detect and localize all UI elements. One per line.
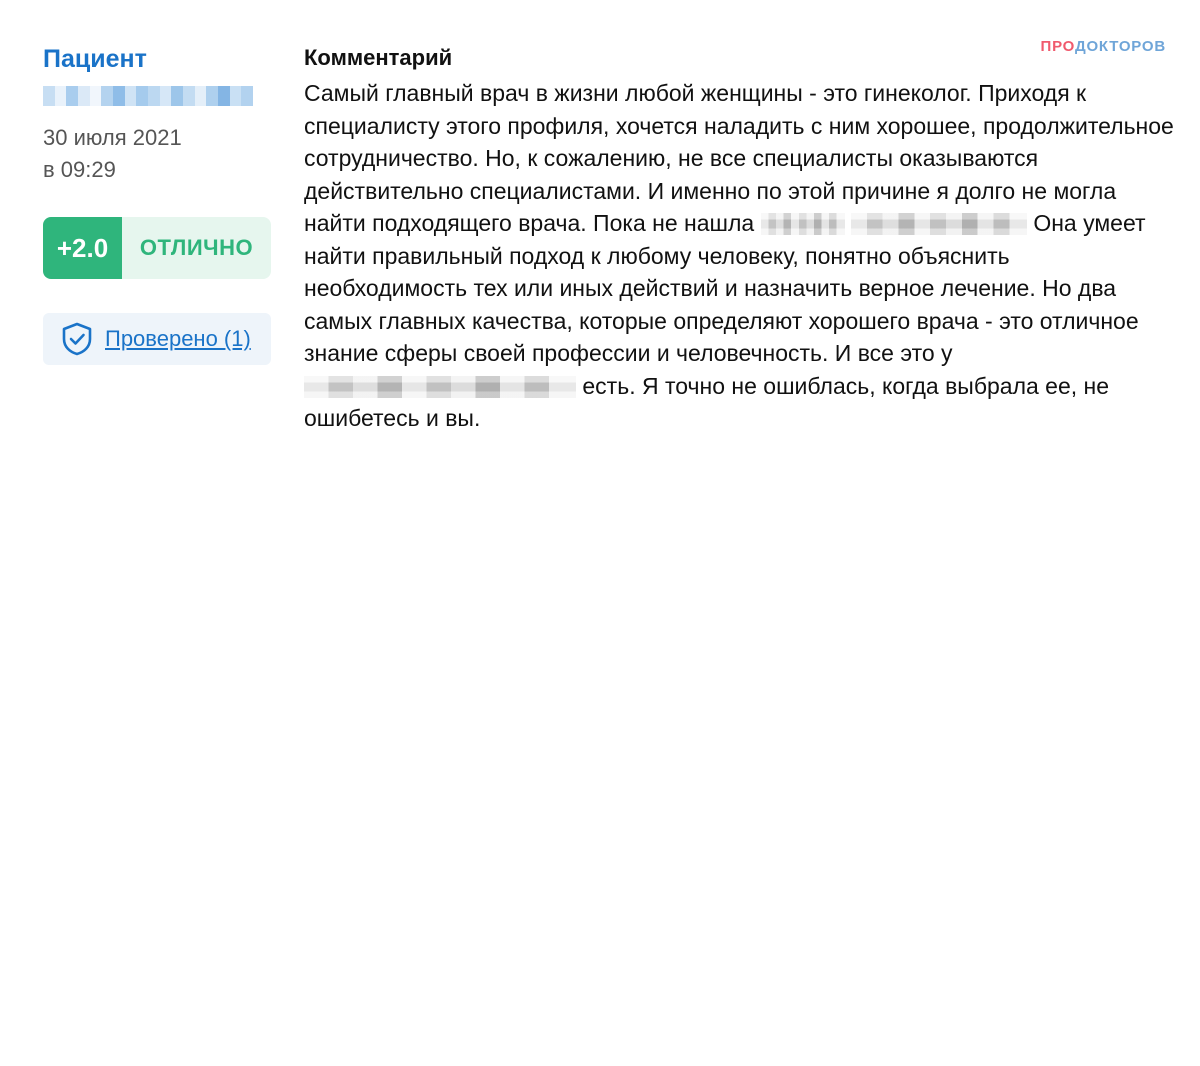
verified-badge[interactable] — [43, 313, 271, 365]
review-date-day: 30 июля 2021 — [43, 125, 182, 150]
comment-part-3: есть. Я точно не ошиблась, когда выбрала ее, не ошибетесь и вы. — [304, 372, 1110, 431]
author-name: Пациент — [43, 45, 147, 73]
redacted-doctor-name — [851, 213, 1027, 235]
redacted-phone — [43, 86, 253, 106]
redacted-doctor-name — [761, 213, 845, 235]
redacted-doctor-name — [304, 376, 576, 398]
comment-text — [304, 77, 1174, 435]
comment-heading: Комментарий — [304, 45, 453, 70]
verified-link[interactable]: Проверено (1) — [105, 326, 251, 351]
review-date — [43, 122, 182, 186]
prodoctorov-logo[interactable] — [1040, 38, 1166, 55]
review-date-time: в 09:29 — [43, 157, 116, 182]
shield-check-icon — [61, 322, 93, 356]
comment-part-2: Она умеет найти правильный подход к любому человеку, понятно объяснить необходимость тех или иных действий и назначить верное лечение. Но два самых главных качества, которые определяют хорошего врача - это отличное знание сферы своей профессии и человечность. И все это у — [304, 210, 1146, 366]
comment-part-1: Самый главный врач в жизни любой женщины - это гинеколог. Приходя к специалисту этого профиля, хочется наладить с ним хорошее, продолжительное сотрудничество. Но, к сожалению, не все специалисты оказываются действительно специалистами. И именно по этой причине я долго не могла найти подходящего врача. Пока не нашла — [304, 80, 1174, 236]
logo-pro: ПРО — [1040, 38, 1075, 55]
rating-score: +2.0 — [43, 217, 122, 279]
rating-label: ОТЛИЧНО — [122, 217, 271, 279]
rating-badge — [43, 217, 271, 279]
logo-doctors: ДОКТОРОВ — [1074, 38, 1166, 55]
